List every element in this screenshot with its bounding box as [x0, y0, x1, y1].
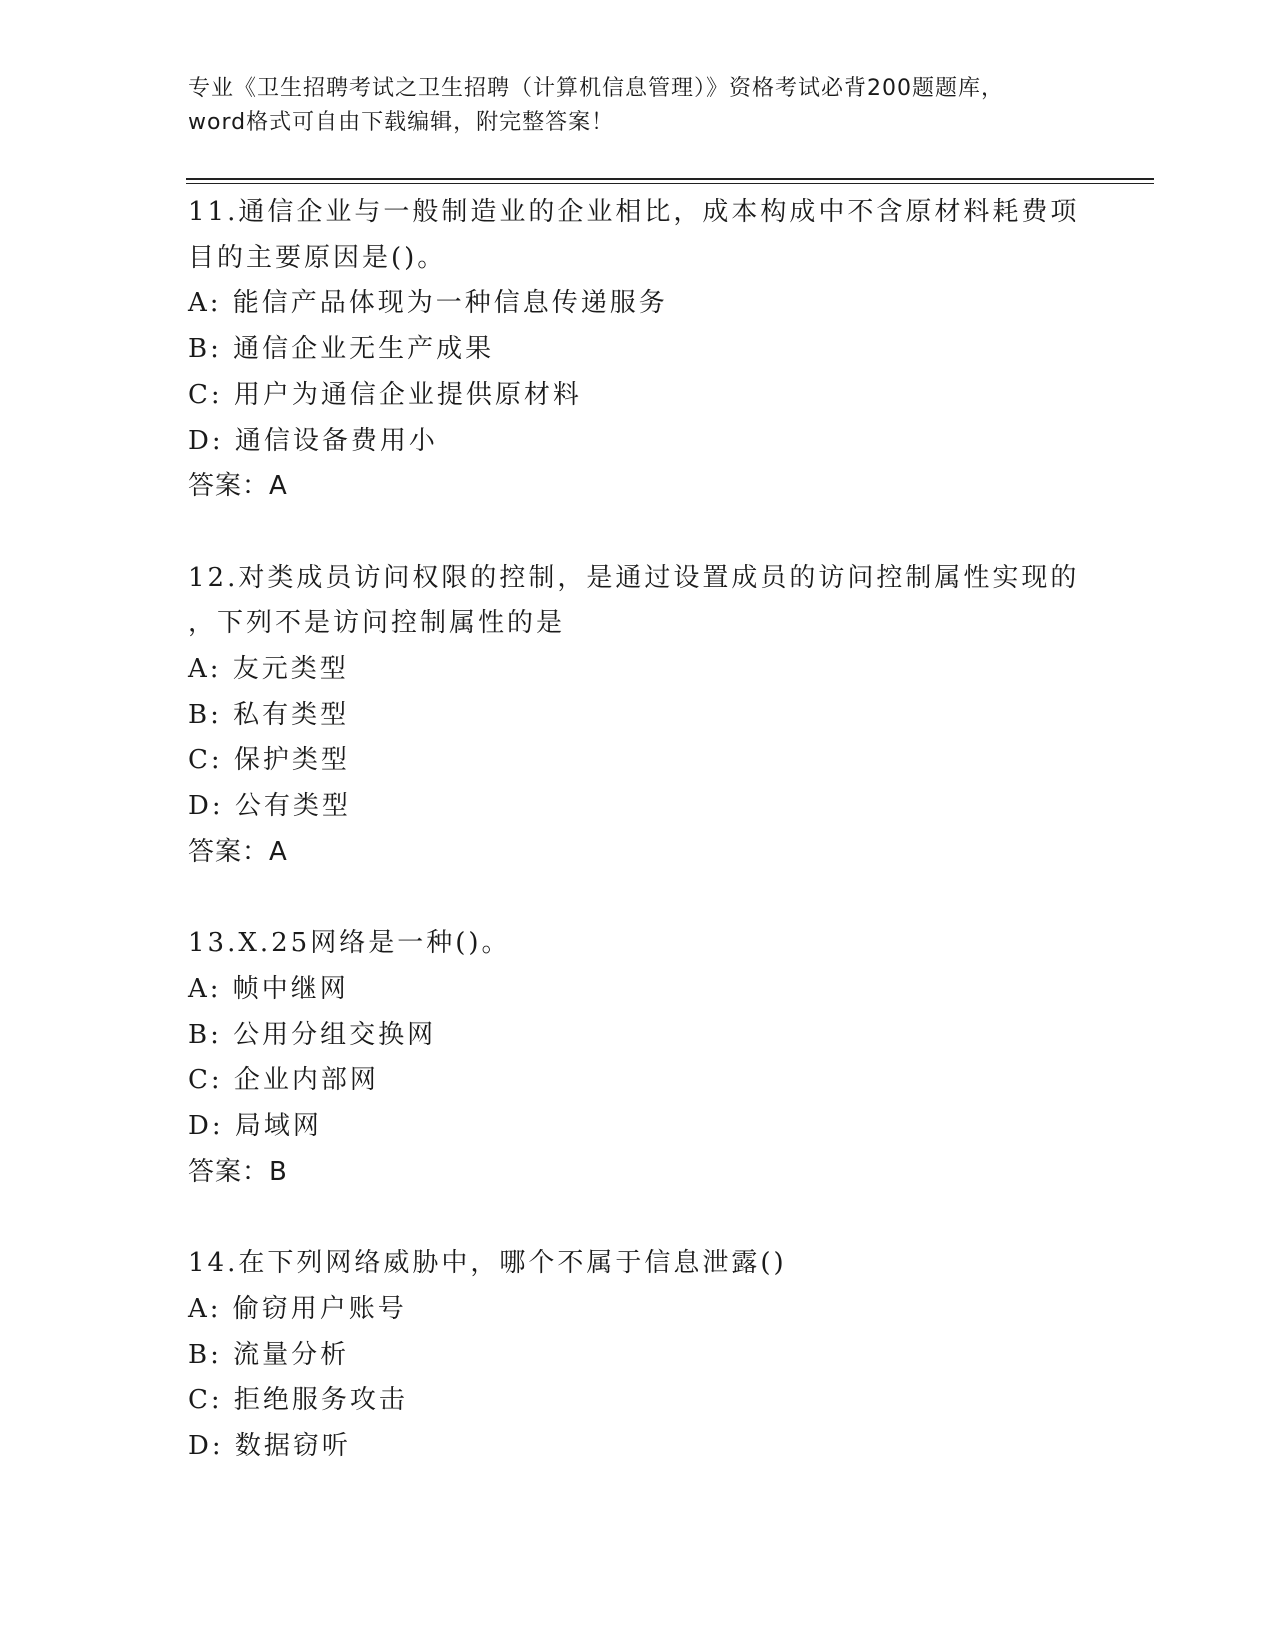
answer-line: 答案：B	[188, 1156, 288, 1187]
question-list	[188, 190, 1088, 1470]
question-stem-line: 14.在下列网络威胁中，哪个不属于信息泄露()	[188, 1248, 787, 1279]
option-a: A: 友元类型	[188, 654, 349, 685]
answer-line: 答案：A	[188, 836, 288, 867]
question-spacer	[188, 510, 1088, 556]
document-header	[188, 72, 1088, 140]
question-12	[188, 556, 1088, 876]
option-b: B: 流量分析	[188, 1339, 350, 1370]
option-c: C: 企业内部网	[188, 1065, 379, 1096]
question-11	[188, 190, 1088, 510]
option-d: D: 局域网	[188, 1111, 322, 1142]
header-divider-thin	[186, 183, 1154, 184]
header-line-1: 专业《卫生招聘考试之卫生招聘（计算机信息管理）》资格考试必背200题题库，	[188, 76, 1004, 101]
question-stem-line: 12.对类成员访问权限的控制，是通过设置成员的访问控制属性实现的	[188, 562, 1080, 593]
option-a: A: 帧中继网	[188, 973, 349, 1004]
question-13	[188, 921, 1088, 1195]
option-d: D: 通信设备费用小	[188, 425, 438, 456]
question-spacer	[188, 1195, 1088, 1241]
option-c: C: 拒绝服务攻击	[188, 1385, 408, 1416]
header-divider-thick	[186, 178, 1154, 180]
header-line-2: word格式可自由下载编辑，附完整答案！	[188, 110, 615, 135]
question-14	[188, 1241, 1088, 1470]
option-d: D: 数据窃听	[188, 1430, 351, 1461]
option-b: B: 私有类型	[188, 699, 350, 730]
answer-line: 答案：A	[188, 471, 288, 502]
question-spacer	[188, 876, 1088, 922]
question-stem-line: 13.X.25网络是一种()。	[188, 928, 511, 959]
option-b: B: 公用分组交换网	[188, 1019, 437, 1050]
question-stem-line: 目的主要原因是()。	[188, 242, 447, 273]
option-a: A: 能信产品体现为一种信息传递服务	[188, 288, 668, 319]
option-d: D: 公有类型	[188, 791, 351, 822]
option-c: C: 用户为通信企业提供原材料	[188, 379, 582, 410]
option-b: B: 通信企业无生产成果	[188, 334, 495, 365]
option-a: A: 偷窃用户账号	[188, 1293, 407, 1324]
question-stem-line: ，下列不是访问控制属性的是	[188, 608, 566, 639]
question-stem-line: 11.通信企业与一般制造业的企业相比，成本构成中不含原材料耗费项	[188, 197, 1080, 227]
option-c: C: 保护类型	[188, 745, 350, 776]
